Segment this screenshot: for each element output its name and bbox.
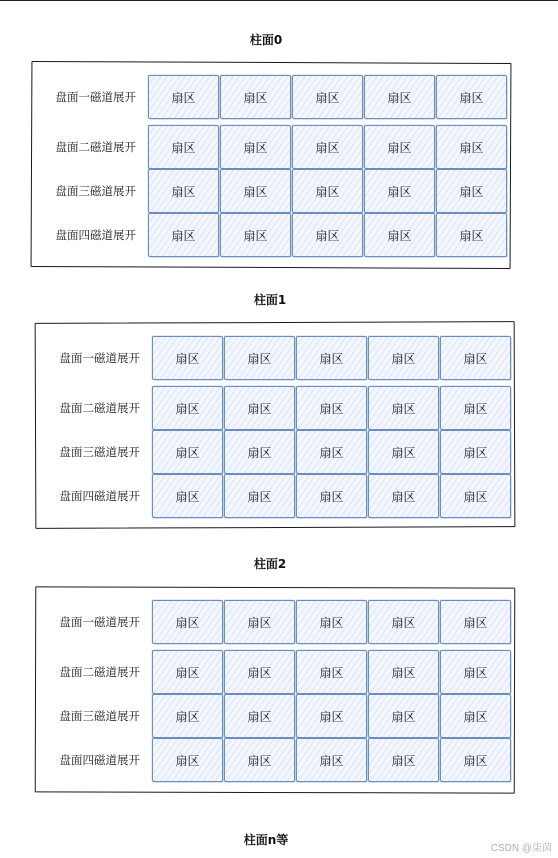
top-divider: [0, 0, 558, 1]
sector-label: 扇区: [171, 228, 196, 243]
track-label: 盘面三磁道展开: [55, 184, 136, 198]
sector-label: 扇区: [387, 140, 412, 155]
sector-box: [368, 694, 439, 738]
cylinder-2-title: 柱面2: [253, 557, 287, 571]
sector-box: [296, 474, 367, 518]
sector-label: 扇区: [463, 445, 488, 460]
sector-box: [220, 75, 291, 119]
sector-box: [152, 474, 223, 518]
sector-label: 扇区: [463, 615, 488, 630]
sector-label: 扇区: [319, 445, 344, 460]
sector-box: [440, 336, 511, 380]
watermark: CSDN @柒茵: [490, 843, 552, 854]
sector-label: 扇区: [391, 753, 416, 768]
sector-label: 扇区: [247, 401, 272, 416]
sector-label: 扇区: [319, 753, 344, 768]
sector-label: 扇区: [319, 401, 344, 416]
track-label: 盘面二磁道展开: [59, 401, 140, 415]
sector-box: [364, 125, 435, 169]
cylinder-1-title: 柱面1: [253, 293, 287, 307]
sector-box: [224, 474, 295, 518]
sector-label: 扇区: [315, 140, 340, 155]
sector-box: [148, 213, 219, 257]
sector-label: 扇区: [315, 184, 340, 199]
sector-label: 扇区: [463, 489, 488, 504]
track-label: 盘面四磁道展开: [55, 228, 136, 242]
sector-box: [440, 738, 511, 782]
sector-box: [364, 75, 435, 119]
sector-box: [152, 650, 223, 694]
sector-label: 扇区: [463, 709, 488, 724]
sector-box: [152, 600, 223, 644]
sector-label: 扇区: [247, 709, 272, 724]
sector-box: [220, 169, 291, 213]
sector-label: 扇区: [459, 184, 484, 199]
track-label: 盘面一磁道展开: [59, 351, 140, 365]
sector-label: 扇区: [319, 615, 344, 630]
track-label: 盘面四磁道展开: [59, 489, 140, 503]
sector-label: 扇区: [247, 489, 272, 504]
track-label: 盘面一磁道展开: [59, 615, 140, 629]
sector-label: 扇区: [247, 665, 272, 680]
sector-box: [368, 600, 439, 644]
track-label: 盘面二磁道展开: [55, 140, 136, 154]
sector-box: [224, 336, 295, 380]
sector-label: 扇区: [171, 140, 196, 155]
sector-box: [296, 738, 367, 782]
sector-box: [440, 650, 511, 694]
sector-label: 扇区: [175, 351, 200, 366]
track-label: 盘面三磁道展开: [59, 445, 140, 459]
sector-box: [224, 694, 295, 738]
sector-box: [440, 474, 511, 518]
sector-label: 扇区: [175, 615, 200, 630]
sector-box: [436, 213, 507, 257]
sector-box: [152, 336, 223, 380]
sector-box: [296, 430, 367, 474]
sector-box: [152, 738, 223, 782]
sector-box: [368, 650, 439, 694]
sector-box: [224, 650, 295, 694]
sector-label: 扇区: [319, 489, 344, 504]
sector-label: 扇区: [175, 753, 200, 768]
sector-box: [368, 430, 439, 474]
sector-label: 扇区: [391, 445, 416, 460]
sector-label: 扇区: [175, 665, 200, 680]
sector-box: [364, 213, 435, 257]
cylinder-0-title: 柱面0: [249, 33, 283, 47]
sector-label: 扇区: [247, 753, 272, 768]
sector-box: [440, 386, 511, 430]
sector-box: [292, 213, 363, 257]
sector-box: [296, 386, 367, 430]
sector-label: 扇区: [243, 90, 268, 105]
sector-box: [296, 336, 367, 380]
sector-box: [152, 694, 223, 738]
sector-box: [364, 169, 435, 213]
sector-label: 扇区: [319, 665, 344, 680]
sector-box: [148, 169, 219, 213]
sector-box: [224, 738, 295, 782]
sector-box: [220, 213, 291, 257]
sector-label: 扇区: [463, 753, 488, 768]
sector-box: [152, 430, 223, 474]
sector-label: 扇区: [387, 184, 412, 199]
track-label: 盘面三磁道展开: [59, 709, 140, 723]
sector-box: [292, 75, 363, 119]
sector-label: 扇区: [175, 489, 200, 504]
sector-box: [292, 169, 363, 213]
sector-label: 扇区: [459, 90, 484, 105]
sector-label: 扇区: [459, 228, 484, 243]
sector-label: 扇区: [319, 709, 344, 724]
sector-box: [292, 125, 363, 169]
sector-label: 扇区: [243, 140, 268, 155]
sector-label: 扇区: [463, 351, 488, 366]
sector-box: [224, 430, 295, 474]
sector-label: 扇区: [247, 615, 272, 630]
sector-box: [296, 694, 367, 738]
sector-label: 扇区: [391, 709, 416, 724]
sector-box: [436, 75, 507, 119]
sector-box: [440, 694, 511, 738]
sector-box: [148, 75, 219, 119]
sector-box: [436, 169, 507, 213]
sector-label: 扇区: [171, 90, 196, 105]
sector-label: 扇区: [315, 228, 340, 243]
sector-label: 扇区: [391, 401, 416, 416]
sector-label: 扇区: [175, 401, 200, 416]
sector-label: 扇区: [175, 445, 200, 460]
sector-box: [224, 600, 295, 644]
sector-label: 扇区: [171, 184, 196, 199]
sector-label: 扇区: [387, 228, 412, 243]
track-label: 盘面一磁道展开: [55, 90, 136, 104]
sector-label: 扇区: [463, 665, 488, 680]
sector-box: [368, 386, 439, 430]
track-label: 盘面二磁道展开: [59, 665, 140, 679]
sector-box: [220, 125, 291, 169]
sector-label: 扇区: [387, 90, 412, 105]
sector-box: [148, 125, 219, 169]
sector-label: 扇区: [459, 140, 484, 155]
sector-label: 扇区: [243, 184, 268, 199]
track-label: 盘面四磁道展开: [59, 753, 140, 767]
sector-label: 扇区: [243, 228, 268, 243]
sector-box: [440, 430, 511, 474]
sector-label: 扇区: [175, 709, 200, 724]
sector-box: [440, 600, 511, 644]
sector-label: 扇区: [463, 401, 488, 416]
sector-label: 扇区: [247, 445, 272, 460]
sector-label: 扇区: [315, 90, 340, 105]
cylinder-n-title: 柱面n等: [243, 833, 289, 847]
sector-label: 扇区: [391, 489, 416, 504]
sector-box: [296, 600, 367, 644]
sector-box: [224, 386, 295, 430]
sector-box: [436, 125, 507, 169]
sector-label: 扇区: [319, 351, 344, 366]
sector-label: 扇区: [391, 351, 416, 366]
sector-box: [368, 738, 439, 782]
sector-box: [152, 386, 223, 430]
sector-label: 扇区: [391, 615, 416, 630]
sector-box: [296, 650, 367, 694]
sector-label: 扇区: [391, 665, 416, 680]
sector-box: [368, 474, 439, 518]
sector-box: [368, 336, 439, 380]
sector-label: 扇区: [247, 351, 272, 366]
